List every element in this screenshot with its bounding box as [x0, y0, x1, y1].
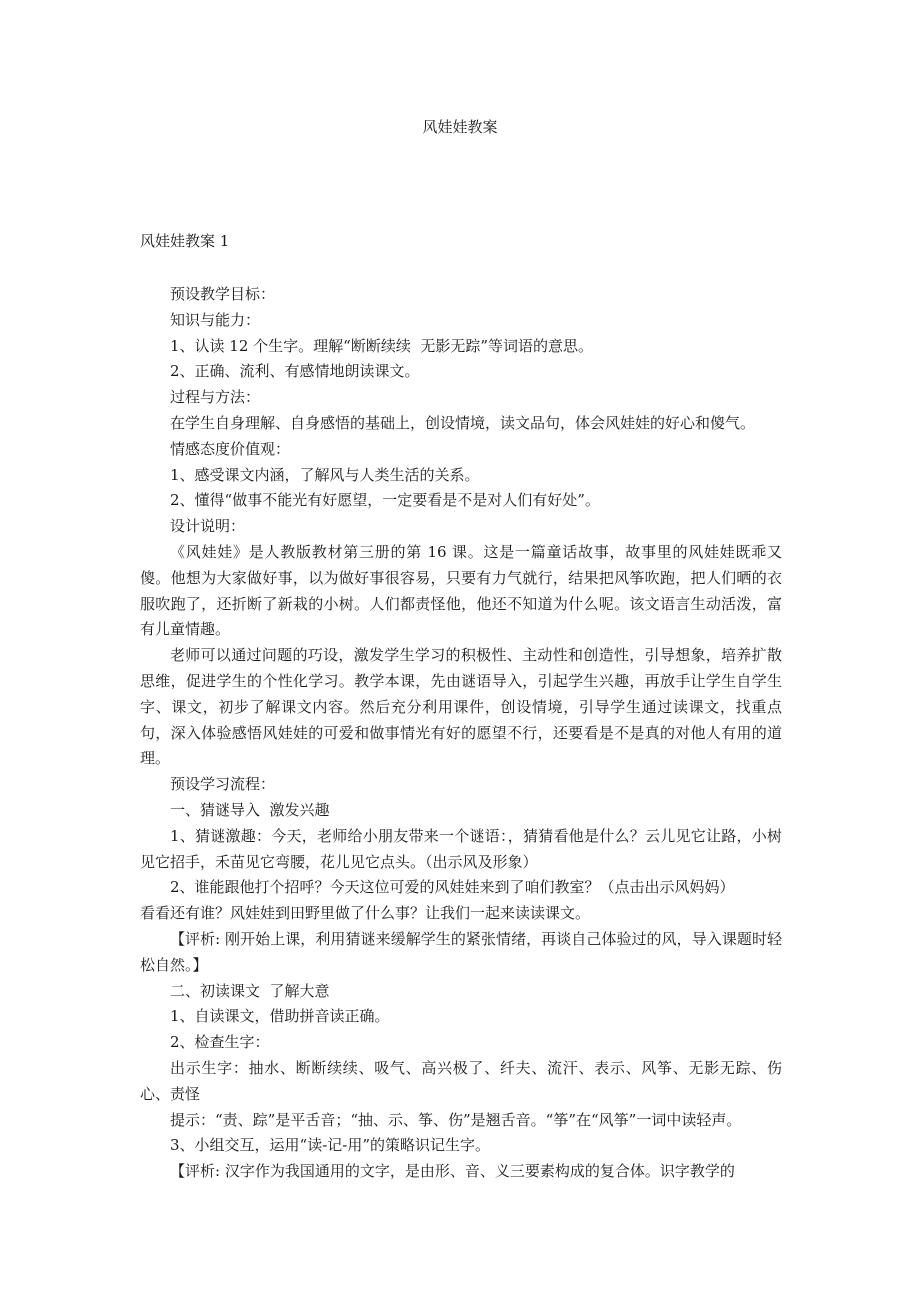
paragraph: 2、检查生字： — [170, 1033, 270, 1052]
paragraph: 出示生字：抽水、断断续续、吸气、高兴极了、纤夫、流汗、表示、风筝、无影无踪、伤心、责怪 — [140, 1058, 782, 1103]
paragraph: 1、自读课文，借助拼音读正确。 — [170, 1007, 390, 1026]
paragraph: 看看还有谁？风娃娃到田野里做了什么事？让我们一起来读读课文。 — [140, 904, 591, 923]
paragraph: 【评析: 汉字作为我国通用的文字，是由形、音、义三要素构成的复合体。识字教学的 — [170, 1162, 735, 1181]
paragraph: 过程与方法： — [170, 388, 261, 407]
paragraph: 2、谁能跟他打个招呼？今天这位可爱的风娃娃来到了咱们教室？（点击出示风妈妈） — [170, 878, 735, 897]
paragraph: 2、正确、流利、有感情地朗读课文。 — [170, 362, 420, 381]
paragraph: 【评析: 刚开始上课，利用猜谜来缓解学生的紧张情绪，再谈自己体验过的风，导入课题时轻松自然。】 — [140, 929, 782, 974]
paragraph: 预设教学目标： — [170, 285, 276, 303]
paragraph: 知识与能力： — [170, 310, 261, 329]
paragraph: 3、小组交互，运用“读-记-用”的策略识记生字。 — [170, 1136, 491, 1155]
paragraph: 提示：“责、踪”是平舌音；“抽、示、筝、伤”是翘舌音。“筝”在“风筝”一词中读轻声。 — [170, 1110, 742, 1129]
paragraph: 1、感受课文内涵，了解风与人类生活的关系。 — [170, 465, 480, 484]
paragraph: 2、懂得“做事不能光有好愿望，一定要看是不是对人们有好处”。 — [170, 491, 600, 510]
paragraph: 情感态度价值观： — [170, 439, 291, 458]
paragraph: 老师可以通过问题的巧设，激发学生学习的积极性、主动性和创造性，引导想象，培养扩散思维，促进学生的个性化学习。教学本课，先由谜语导入，引起学生兴趣，再放手让学生自学生字、课文，初步了解课文内容。然后充分利用课件，创设情境，引导学生通过读课文，找重点句，深入体验感悟风娃娃的可爱和做事情光有好的愿望不行，还要看是不是真的对他人有用的道理。 — [140, 646, 782, 768]
paragraph: 设计说明： — [170, 517, 246, 536]
paragraph: 1、猜谜激趣：今天，老师给小朋友带来一个谜语：，猜猜看他是什么？云儿见它让路，小树见它招手，禾苗见它弯腰，花儿见它点头。（出示风及形象） — [140, 826, 782, 871]
section-title: 风娃娃教案 1 — [140, 232, 230, 250]
paragraph: 预设学习流程： — [170, 775, 276, 794]
paragraph: 一、猜谜导入 激发兴趣 — [170, 800, 330, 819]
paragraph: 1、认读 12 个生字。理解“断断续续 无影无踪”等词语的意思。 — [170, 336, 594, 355]
document-title: 风娃娃教案 — [422, 118, 498, 136]
paragraph: 在学生自身理解、自身感悟的基础上，创设情境，读文品句，体会风娃娃的好心和傻气。 — [170, 413, 756, 432]
paragraph: 二、初读课文 了解大意 — [170, 981, 330, 1000]
paragraph: 《风娃娃》是人教版教材第三册的第 16 课。这是一篇童话故事，故事里的风娃娃既乖又傻。他想为大家做好事，以为做好事很容易，只要有力气就行，结果把风筝吹跑，把人们晒的衣服吹跑了，还折断了新栽的小树。人们都责怪他，他还不知道为什么呢。该文语言生动活泼，富有儿童情趣。 — [140, 542, 782, 639]
document-body — [140, 282, 782, 1185]
